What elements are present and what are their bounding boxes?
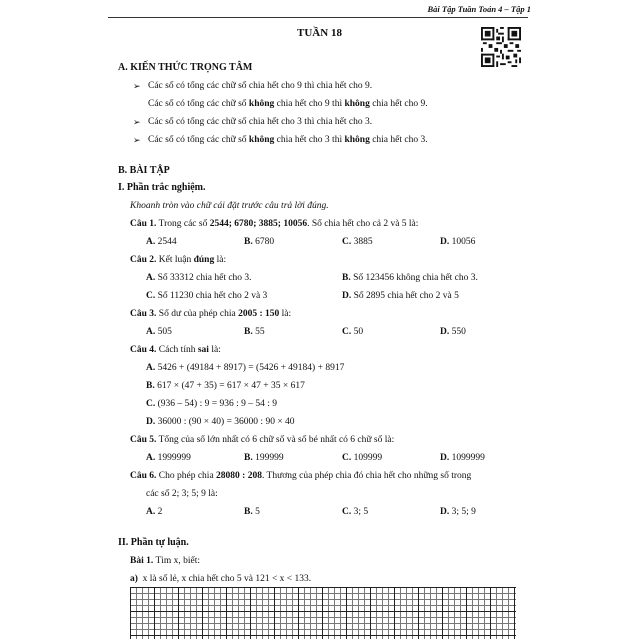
q5-option-d[interactable]: D. 1099999: [440, 453, 485, 463]
instruction: Khoanh tròn vào chữ cái đặt trước câu trả lời đúng.: [130, 201, 329, 211]
q2-option-b[interactable]: B. Số 123456 không chia hết cho 3.: [342, 273, 478, 283]
q6-option-b[interactable]: B. 5: [244, 507, 260, 517]
q5-option-c[interactable]: C. 109999: [342, 453, 383, 463]
q4-option-d[interactable]: D. 36000 : (90 × 40) = 36000 : 90 × 40: [146, 417, 295, 427]
question-6-line-2: các số 2; 3; 5; 9 là:: [146, 489, 218, 499]
q1-option-d[interactable]: D. 10056: [440, 237, 476, 247]
question-5: Câu 5. Tổng của số lớn nhất có 6 chữ số và số bé nhất có 6 chữ số là:: [130, 435, 395, 445]
rule-1: Các số có tổng các chữ số chia hết cho 9 thì chia hết cho 9.: [148, 81, 373, 91]
q5-option-a[interactable]: A. 1999999: [146, 453, 191, 463]
exercise-1: Bài 1. Tìm x, biết:: [130, 556, 201, 566]
header-rule: [108, 17, 528, 18]
question-1: Câu 1. Trong các số 2544; 6780; 3885; 10056. Số chia hết cho cả 2 và 5 là:: [130, 219, 419, 229]
q4-option-c[interactable]: C. (936 – 54) : 9 = 936 : 9 – 54 : 9: [146, 399, 277, 409]
q1-option-a[interactable]: A. 2544: [146, 237, 177, 247]
q3-option-d[interactable]: D. 550: [440, 327, 466, 337]
question-2: Câu 2. Kết luận đúng là:: [130, 255, 227, 265]
q6-option-c[interactable]: C. 3; 5: [342, 507, 369, 517]
q4-option-b[interactable]: B. 617 × (47 + 35) = 617 × 47 + 35 × 617: [146, 381, 305, 391]
arrow-bullet-icon: ➢: [133, 117, 141, 127]
q3-option-c[interactable]: C. 50: [342, 327, 364, 337]
q5-option-b[interactable]: B. 199999: [244, 453, 284, 463]
question-6: Câu 6. Cho phép chia 28080 : 208. Thương của phép chia đó chia hết cho những số trong: [130, 471, 472, 481]
section-a-title: A. KIẾN THỨC TRỌNG TÂM: [118, 62, 253, 73]
qr-code-icon: [481, 27, 521, 67]
exercise-1a: a) x là số lẻ, x chia hết cho 5 và 121 < x < 133.: [130, 574, 312, 584]
arrow-bullet-icon: ➢: [133, 81, 141, 91]
q2-option-a[interactable]: A. Số 33312 chia hết cho 3.: [146, 273, 252, 283]
q6-option-a[interactable]: A. 2: [146, 507, 163, 517]
part-1-title: I. Phần trắc nghiệm.: [118, 182, 206, 193]
rule-2: Các số có tổng các chữ số không chia hết cho 9 thì không chia hết cho 9.: [148, 99, 428, 109]
q2-option-d[interactable]: D. Số 2895 chia hết cho 2 và 5: [342, 291, 459, 301]
q1-option-b[interactable]: B. 6780: [244, 237, 275, 247]
q4-option-a[interactable]: A. 5426 + (49184 + 8917) = (5426 + 49184) + 8917: [146, 363, 345, 373]
rule-4: Các số có tổng các chữ số không chia hết cho 3 thì không chia hết cho 3.: [148, 135, 428, 145]
q6-option-d[interactable]: D. 3; 5; 9: [440, 507, 476, 517]
answer-grid-major-lines: [130, 587, 516, 639]
q3-option-a[interactable]: A. 505: [146, 327, 172, 337]
part-2-title: II. Phần tự luận.: [118, 537, 189, 548]
q1-option-c[interactable]: C. 3885: [342, 237, 373, 247]
section-b-title: B. BÀI TẬP: [118, 165, 170, 176]
question-3: Câu 3. Số dư của phép chia 2005 : 150 là:: [130, 309, 292, 319]
running-head: Bài Tập Tuần Toán 4 – Tập 1: [427, 4, 531, 14]
q3-option-b[interactable]: B. 55: [244, 327, 265, 337]
arrow-bullet-icon: ➢: [133, 135, 141, 145]
page-title: TUẦN 18: [297, 27, 342, 39]
q2-option-c[interactable]: C. Số 11230 chia hết cho 2 và 3: [146, 291, 268, 301]
question-4: Câu 4. Cách tính sai là:: [130, 345, 221, 355]
rule-3: Các số có tổng các chữ số chia hết cho 3 thì chia hết cho 3.: [148, 117, 373, 127]
